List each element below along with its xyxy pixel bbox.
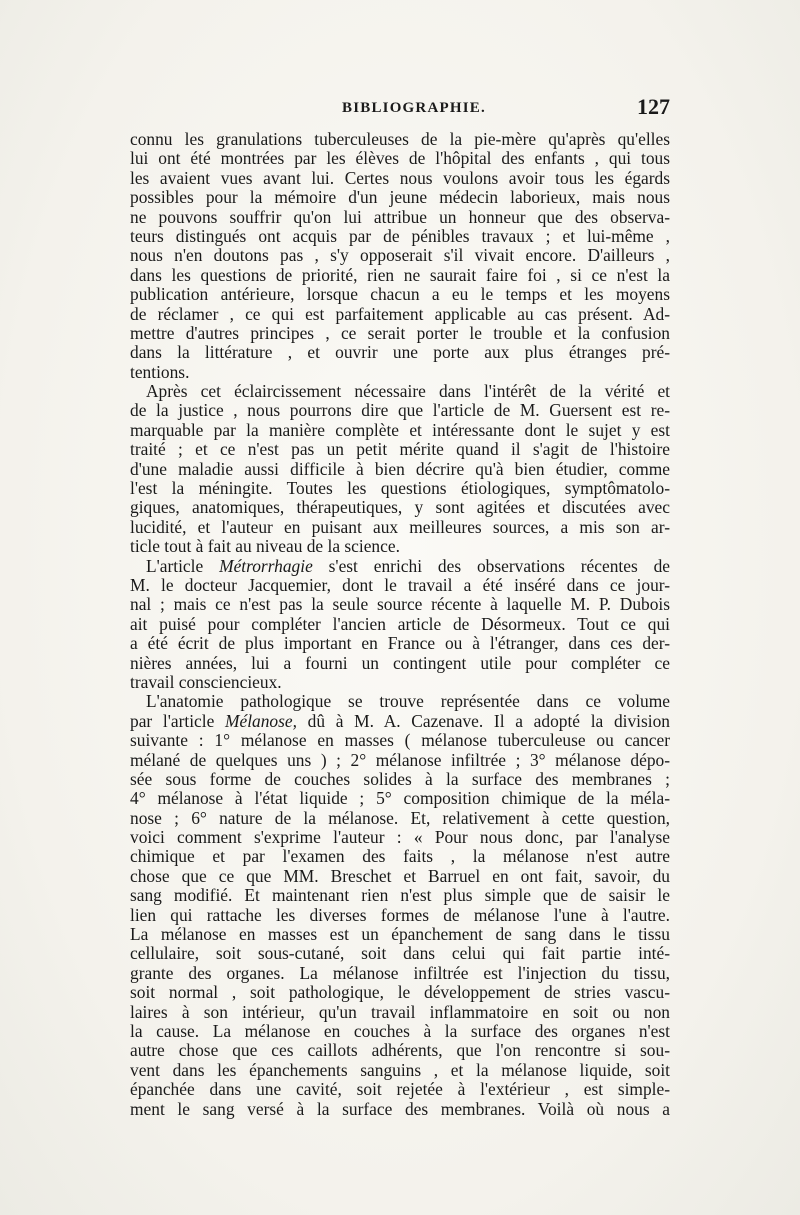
text-line: giques, anatomiques, thérapeutiques, y sont agitées et discutées avec [130,498,670,518]
page-header [130,96,670,126]
text-segment: dû à M. A. Cazenave. Il a adopté la division [296,711,670,731]
text-line: marquable par la manière complète et intéressante dont le sujet y est [130,420,670,440]
text-line: a été écrit de plus important en France ou à l'étranger, dans ces der- [130,634,670,654]
text-line: L'anatomie pathologique se trouve représentée dans ce volume [146,692,670,712]
text-line: ne pouvons souffrir qu'on lui attribue un honneur que des observa- [130,207,670,227]
text-line: travail consciencieux. [130,672,282,692]
italic-term: Métrorrhagie [219,556,313,576]
page-number: 127 [637,94,670,119]
text-line: l'est la méningite. Toutes les questions étiologiques, symptômatolo- [130,479,670,499]
text-segment: s'est enrichi des observations récentes de [312,556,670,576]
text-line: chimique et par l'examen des faits , la mélanose n'est autre [130,847,670,867]
text-line: grante des organes. La mélanose infiltrée est l'injection du tissu, [130,963,670,983]
text-line [130,712,670,731]
text-line: la cause. La mélanose en couches à la surface des organes n'est [130,1021,670,1041]
text-line: cellulaire, soit sous-cutané, soit dans celui qui fait partie inté- [130,944,670,964]
text-segment: L'article [146,556,220,576]
text-line: ait puisé pour compléter l'ancien article de Désormeux. Tout ce qui [130,614,670,634]
text-line: laires à son intérieur, qu'un travail inflammatoire en soit ou non [130,1002,670,1022]
text-line: connu les granulations tuberculeuses de la pie-mère qu'après qu'elles [130,130,670,149]
text-line: La mélanose en masses est un épanchement de sang dans le tissu [130,925,670,945]
text-line: ment le sang versé à la surface des membranes. Voilà où nous a [130,1099,670,1119]
text-line: dans la littérature , et ouvrir une porte aux plus étranges pré- [130,343,670,363]
text-line: lucidité, et l'auteur en puisant aux meilleures sources, a mis son ar- [130,517,670,537]
text-line: dans les questions de priorité, rien ne saurait faire foi , si ce n'est la [130,265,670,285]
text-line: chose que ce que MM. Breschet et Barruel en ont fait, savoir, du [130,866,670,886]
text-line: d'une maladie aussi difficile à bien décrire qu'à bien étudier, comme [130,459,670,479]
text-line: M. le docteur Jacquemier, dont le travail a été inséré dans ce jour- [130,575,670,595]
text-line: possibles pour la mémoire d'un jeune médecin laborieux, mais nous [130,188,670,208]
text-line: nose ; 6° nature de la mélanose. Et, relativement à cette question, [130,808,670,828]
text-line: de réclamer , ce qui est parfaitement applicable au cas présent. Ad- [130,304,670,324]
text-line: mettre d'autres principes , ce serait porter le trouble et la confusion [130,323,670,343]
text-line: publication antérieure, lorsque chacun a eu le temps et les moyens [130,285,670,305]
text-line: teurs distingués ont acquis par de pénibles travaux ; et lui-même , [130,226,670,246]
text-line: sée sous forme de couches solides à la surface des membranes ; [130,769,670,789]
text-line: mélané de quelques uns ) ; 2° mélanose infiltrée ; 3° mélanose dépo- [130,750,670,770]
text-line: épanchée dans une cavité, soit rejetée à l'extérieur , est simple- [130,1080,670,1100]
text-line: autre chose que ces caillots adhérents, que l'on rencontre si sou- [130,1041,670,1061]
text-line: nières années, lui a fourni un contingent utile pour compléter ce [130,653,670,673]
text-line: vent dans les épanchements sanguins , et la mélanose liquide, soit [130,1060,670,1080]
italic-term: Mélanose, [225,711,297,731]
text-line: voici comment s'exprime l'auteur : « Pour nous donc, par l'analyse [130,828,670,848]
text-line: de la justice , nous pourrons dire que l'article de M. Guersent est re- [130,401,670,421]
text-segment: par l'article [130,711,225,731]
text-line: lui ont été montrées par les élèves de l'hôpital des enfants , qui tous [130,149,670,169]
running-head: BIBLIOGRAPHIE. [342,100,486,116]
text-line: soit normal , soit pathologique, le développement de stries vascu- [130,983,670,1003]
text-line: ticle tout à fait au niveau de la science. [130,537,400,557]
text-line: lien qui rattache les diverses formes de mélanose l'une à l'autre. [130,905,670,925]
text-line: traité ; et ce n'est pas un petit mérite quand il s'agit de l'histoire [130,440,670,460]
text-line: nal ; mais ce n'est pas la seule source récente à laquelle M. P. Dubois [130,595,670,615]
text-line: 4° mélanose à l'état liquide ; 5° composition chimique de la méla- [130,789,670,809]
text-line [130,557,670,576]
text-line: sang modifié. Et maintenant rien n'est plus simple que de saisir le [130,886,670,906]
text-line: les avaient vues avant lui. Certes nous voulons avoir tous les égards [130,168,670,188]
text-line: suivante : 1° mélanose en masses ( mélanose tuberculeuse ou cancer [130,731,670,751]
text-line: tentions. [130,362,190,382]
body-text [130,130,670,1119]
text-line: nous n'en doutons pas , s'y opposerait s'il vivait encore. D'ailleurs , [130,246,670,266]
text-line: Après cet éclaircissement nécessaire dans l'intérêt de la vérité et [146,382,670,402]
